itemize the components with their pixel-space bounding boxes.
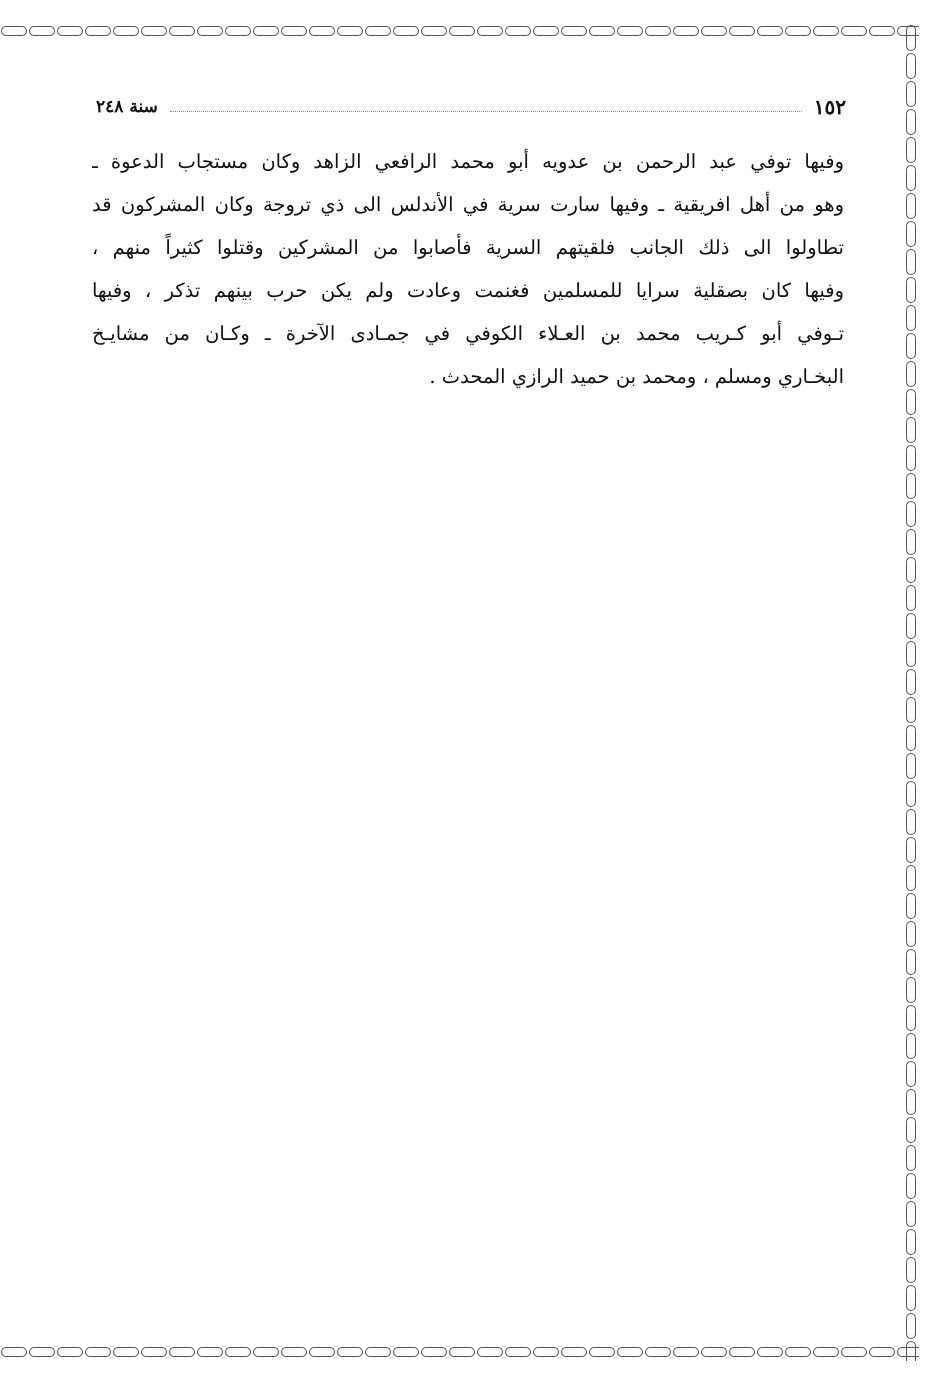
chain-link <box>906 1089 916 1115</box>
chain-link <box>757 1347 783 1357</box>
chain-link <box>906 809 916 835</box>
year-label: سنة ٢٤٨ <box>96 97 158 117</box>
chain-link <box>906 277 916 303</box>
chain-link <box>337 26 363 36</box>
chain-link <box>421 1347 447 1357</box>
border-top <box>0 24 919 40</box>
text-line: وفيها كان بصقلية سرايا للمسلمين فغنمت وعادت ولم يكن حرب بينهم تذكر ، وفيها <box>92 279 844 302</box>
chain-link <box>906 557 916 583</box>
text-line: البخـاري ومسلم ، ومحمد بن حميد الرازي المحدث . <box>429 365 844 388</box>
chain-link <box>869 1347 895 1357</box>
border-right <box>903 24 919 1361</box>
chain-link <box>841 26 867 36</box>
chain-link <box>701 1347 727 1357</box>
chain-link <box>309 1347 335 1357</box>
chain-link <box>673 1347 699 1357</box>
chain-link <box>906 1285 916 1311</box>
chain-link <box>253 26 279 36</box>
chain-link <box>906 501 916 527</box>
chain-link <box>197 26 223 36</box>
chain-link <box>729 1347 755 1357</box>
chain-link <box>533 26 559 36</box>
chain-link <box>906 445 916 471</box>
chain-link <box>906 109 916 135</box>
chain-link <box>1 1347 27 1357</box>
chain-link <box>505 1347 531 1357</box>
chain-link <box>906 1145 916 1171</box>
chain-link <box>561 1347 587 1357</box>
chain-link <box>906 1201 916 1227</box>
chain-link <box>906 697 916 723</box>
chain-link <box>906 1229 916 1255</box>
text-line: تطاولوا الى ذلك الجانب فلقيتهم السرية فأصابوا من المشركين وقتلوا كثيراً منهم ، <box>92 236 844 259</box>
page-number: ١٥٢ <box>813 95 846 119</box>
chain-link <box>29 1347 55 1357</box>
chain-link <box>589 1347 615 1357</box>
chain-link <box>113 26 139 36</box>
chain-link <box>561 26 587 36</box>
chain-link <box>141 1347 167 1357</box>
chain-link <box>906 1313 916 1339</box>
chain-link <box>29 26 55 36</box>
chain-link <box>365 26 391 36</box>
chain-link <box>906 249 916 275</box>
chain-link <box>449 1347 475 1357</box>
chain-link <box>906 1005 916 1031</box>
chain-link <box>225 1347 251 1357</box>
chain-link <box>729 26 755 36</box>
chain-link <box>906 1033 916 1059</box>
chain-link <box>1 26 27 36</box>
chain-link <box>906 53 916 79</box>
chain-link <box>141 26 167 36</box>
chain-link <box>906 781 916 807</box>
chain-link <box>906 893 916 919</box>
chain-link <box>906 585 916 611</box>
chain-link <box>477 1347 503 1357</box>
chain-link <box>281 26 307 36</box>
text-line: تـوفي أبو كـريب محمد بن العـلاء الكوفي في جمـادى الآخرة ـ وكـان من مشايـخ <box>92 322 844 345</box>
chain-link <box>393 26 419 36</box>
chain-link <box>906 1173 916 1199</box>
chain-link <box>906 25 916 51</box>
chain-link <box>906 1061 916 1087</box>
chain-link <box>906 529 916 555</box>
chain-link <box>617 1347 643 1357</box>
chain-link <box>906 305 916 331</box>
chain-link <box>906 1257 916 1283</box>
chain-link <box>869 26 895 36</box>
chain-link <box>785 26 811 36</box>
chain-link <box>253 1347 279 1357</box>
chain-link <box>393 1347 419 1357</box>
chain-link <box>701 26 727 36</box>
chain-link <box>673 26 699 36</box>
chain-link <box>906 221 916 247</box>
chain-link <box>281 1347 307 1357</box>
chain-link <box>589 26 615 36</box>
chain-link <box>906 949 916 975</box>
header-divider <box>170 111 802 112</box>
chain-link <box>57 26 83 36</box>
chain-link <box>113 1347 139 1357</box>
chain-link <box>57 1347 83 1357</box>
chain-link <box>85 26 111 36</box>
chain-link <box>906 837 916 863</box>
chain-link <box>169 1347 195 1357</box>
chain-link <box>906 81 916 107</box>
chain-link <box>365 1347 391 1357</box>
chain-link <box>906 1117 916 1143</box>
chain-link <box>906 613 916 639</box>
chain-link <box>906 193 916 219</box>
chain-link <box>906 921 916 947</box>
chain-link <box>169 26 195 36</box>
chain-link <box>906 669 916 695</box>
chain-link <box>906 137 916 163</box>
chain-link <box>225 26 251 36</box>
chain-link <box>421 26 447 36</box>
chain-link <box>645 1347 671 1357</box>
chain-link <box>197 1347 223 1357</box>
chain-link <box>906 473 916 499</box>
text-line: وهو من أهل افريقية ـ وفيها سارت سرية في الأندلس الى ذي تروجة وكان المشركون قد <box>92 193 844 216</box>
chain-link <box>841 1347 867 1357</box>
chain-link <box>906 389 916 415</box>
chain-link <box>757 26 783 36</box>
chain-link <box>477 26 503 36</box>
chain-link <box>645 26 671 36</box>
body-text <box>92 140 844 398</box>
chain-link <box>906 417 916 443</box>
chain-link <box>906 977 916 1003</box>
text-line: وفيها توفي عبد الرحمن بن عدويه أبو محمد الرافعي الزاهد وكان مستجاب الدعوة ـ <box>92 150 844 173</box>
chain-link <box>906 865 916 891</box>
chain-link <box>449 26 475 36</box>
chain-link <box>813 26 839 36</box>
chain-link <box>906 333 916 359</box>
chain-link <box>906 725 916 751</box>
page-header <box>96 92 846 122</box>
chain-link <box>906 641 916 667</box>
chain-link <box>85 1347 111 1357</box>
chain-link <box>533 1347 559 1357</box>
chain-link <box>813 1347 839 1357</box>
chain-link <box>617 26 643 36</box>
chain-link <box>906 1341 916 1361</box>
border-bottom <box>0 1345 919 1361</box>
chain-link <box>505 26 531 36</box>
chain-link <box>309 26 335 36</box>
chain-link <box>337 1347 363 1357</box>
chain-link <box>906 165 916 191</box>
chain-link <box>785 1347 811 1357</box>
chain-link <box>906 753 916 779</box>
chain-link <box>906 361 916 387</box>
